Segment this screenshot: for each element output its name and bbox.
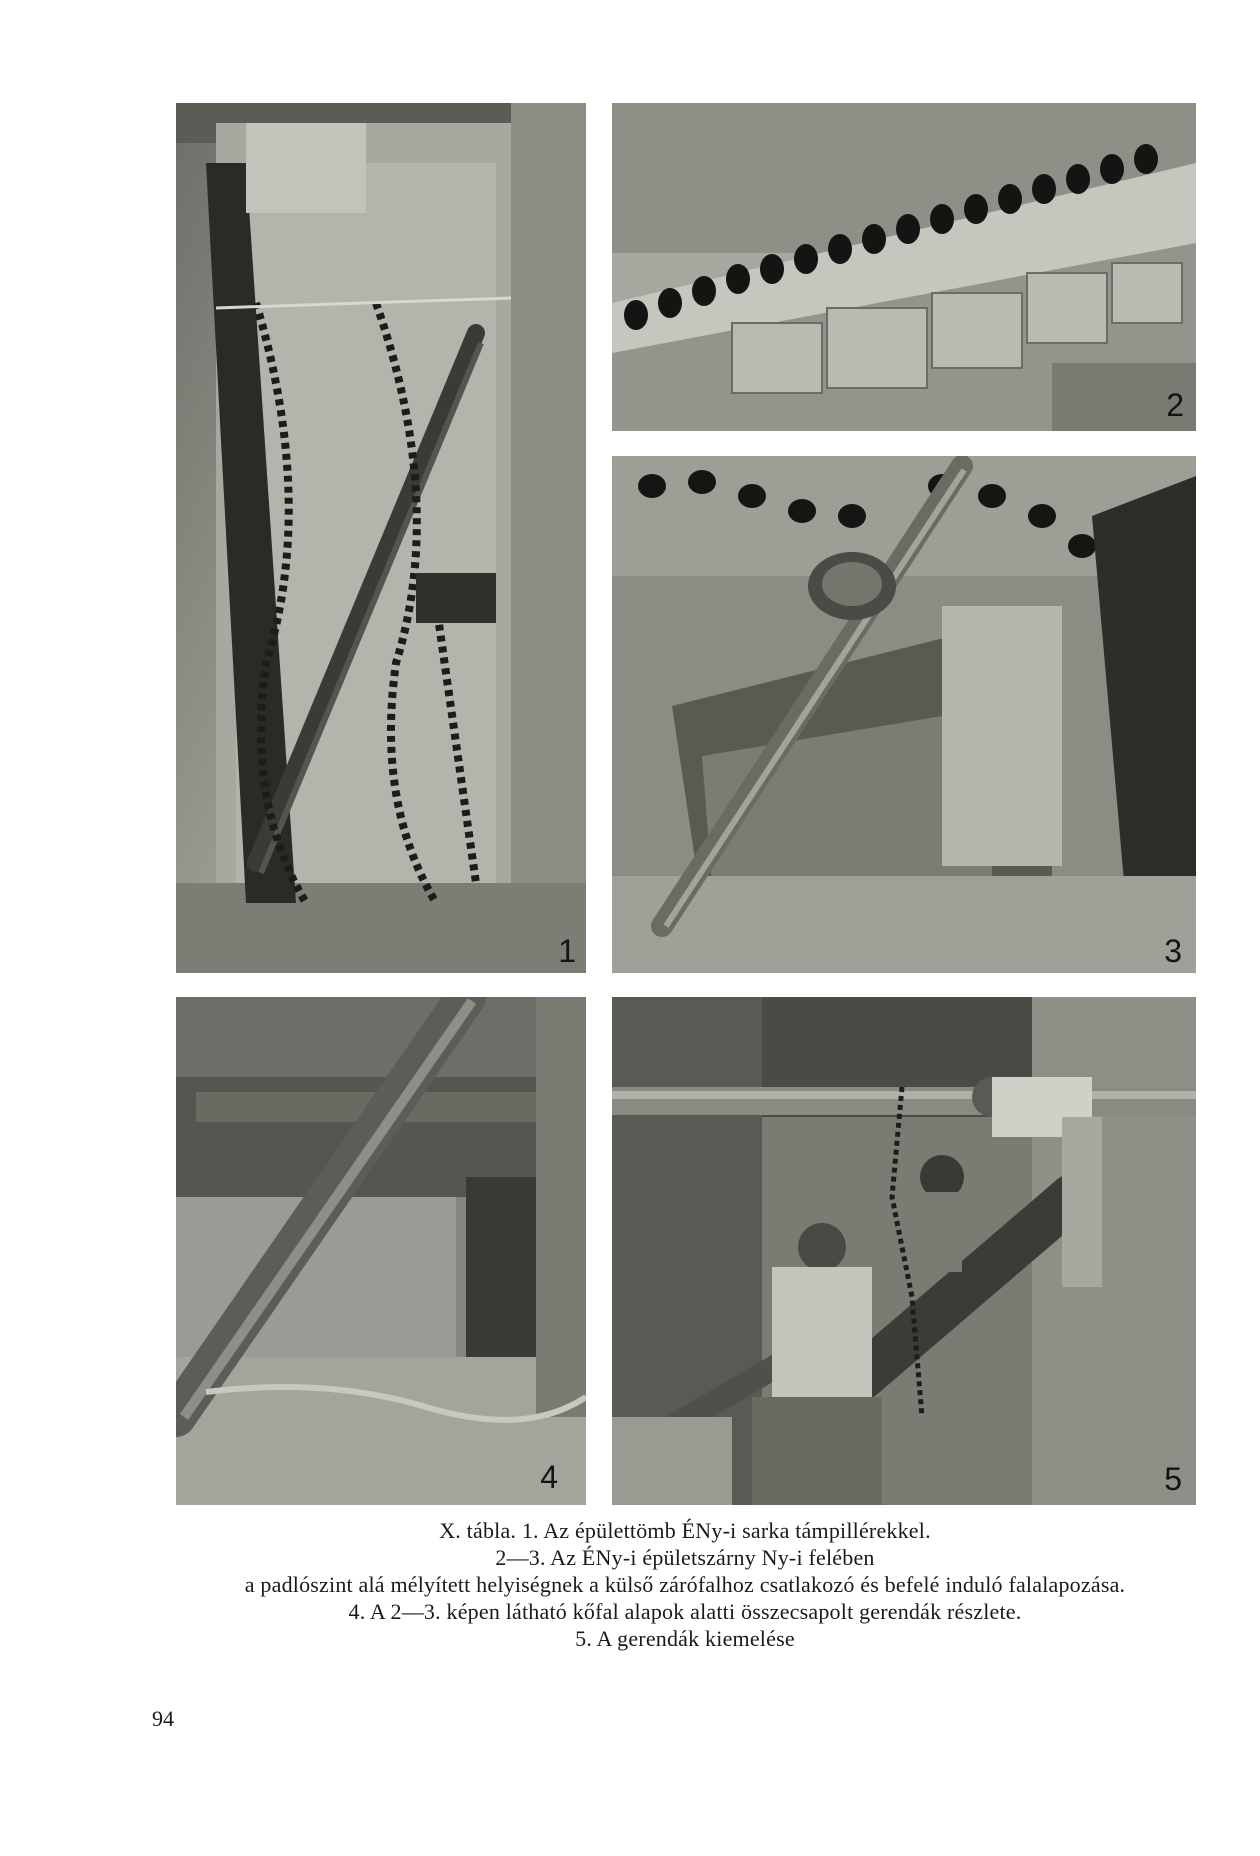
photo-1-building-corner — [176, 103, 586, 973]
photo-number-5: 5 — [1164, 1461, 1182, 1497]
photo-3-room-foundation — [612, 456, 1196, 973]
caption-line-1: X. tábla. 1. Az épülettömb ÉNy-i sarka támpillérekkel. — [439, 1518, 931, 1543]
photo-1-image — [176, 103, 586, 973]
photo-4-beam-detail — [176, 997, 586, 1505]
photo-5-lifting-beams — [612, 997, 1196, 1505]
caption-line-5: 5. A gerendák kiemelése — [575, 1626, 795, 1651]
photo-4-image — [176, 997, 586, 1505]
photo-2-wall-foundation — [612, 103, 1196, 431]
photo-3-image — [612, 456, 1196, 973]
caption-line-2: 2—3. Az ÉNy-i épületszárny Ny-i felében — [495, 1545, 875, 1570]
page-number: 94 — [152, 1706, 174, 1731]
photo-number-1: 1 — [558, 933, 576, 969]
photo-2-image — [612, 103, 1196, 431]
photo-number-3: 3 — [1164, 933, 1182, 969]
photo-5-image — [612, 997, 1196, 1505]
caption-line-3: a padlószint alá mélyített helyiségnek a külső zárófalhoz csatlakozó és befelé induló falalapozása. — [244, 1572, 1126, 1597]
caption-line-4: 4. A 2—3. képen látható kőfal alapok alatti összecsapolt gerendák részlete. — [348, 1599, 1022, 1624]
photo-number-2: 2 — [1166, 387, 1184, 423]
plate-caption — [170, 1517, 1200, 1652]
photo-number-4: 4 — [540, 1459, 558, 1495]
